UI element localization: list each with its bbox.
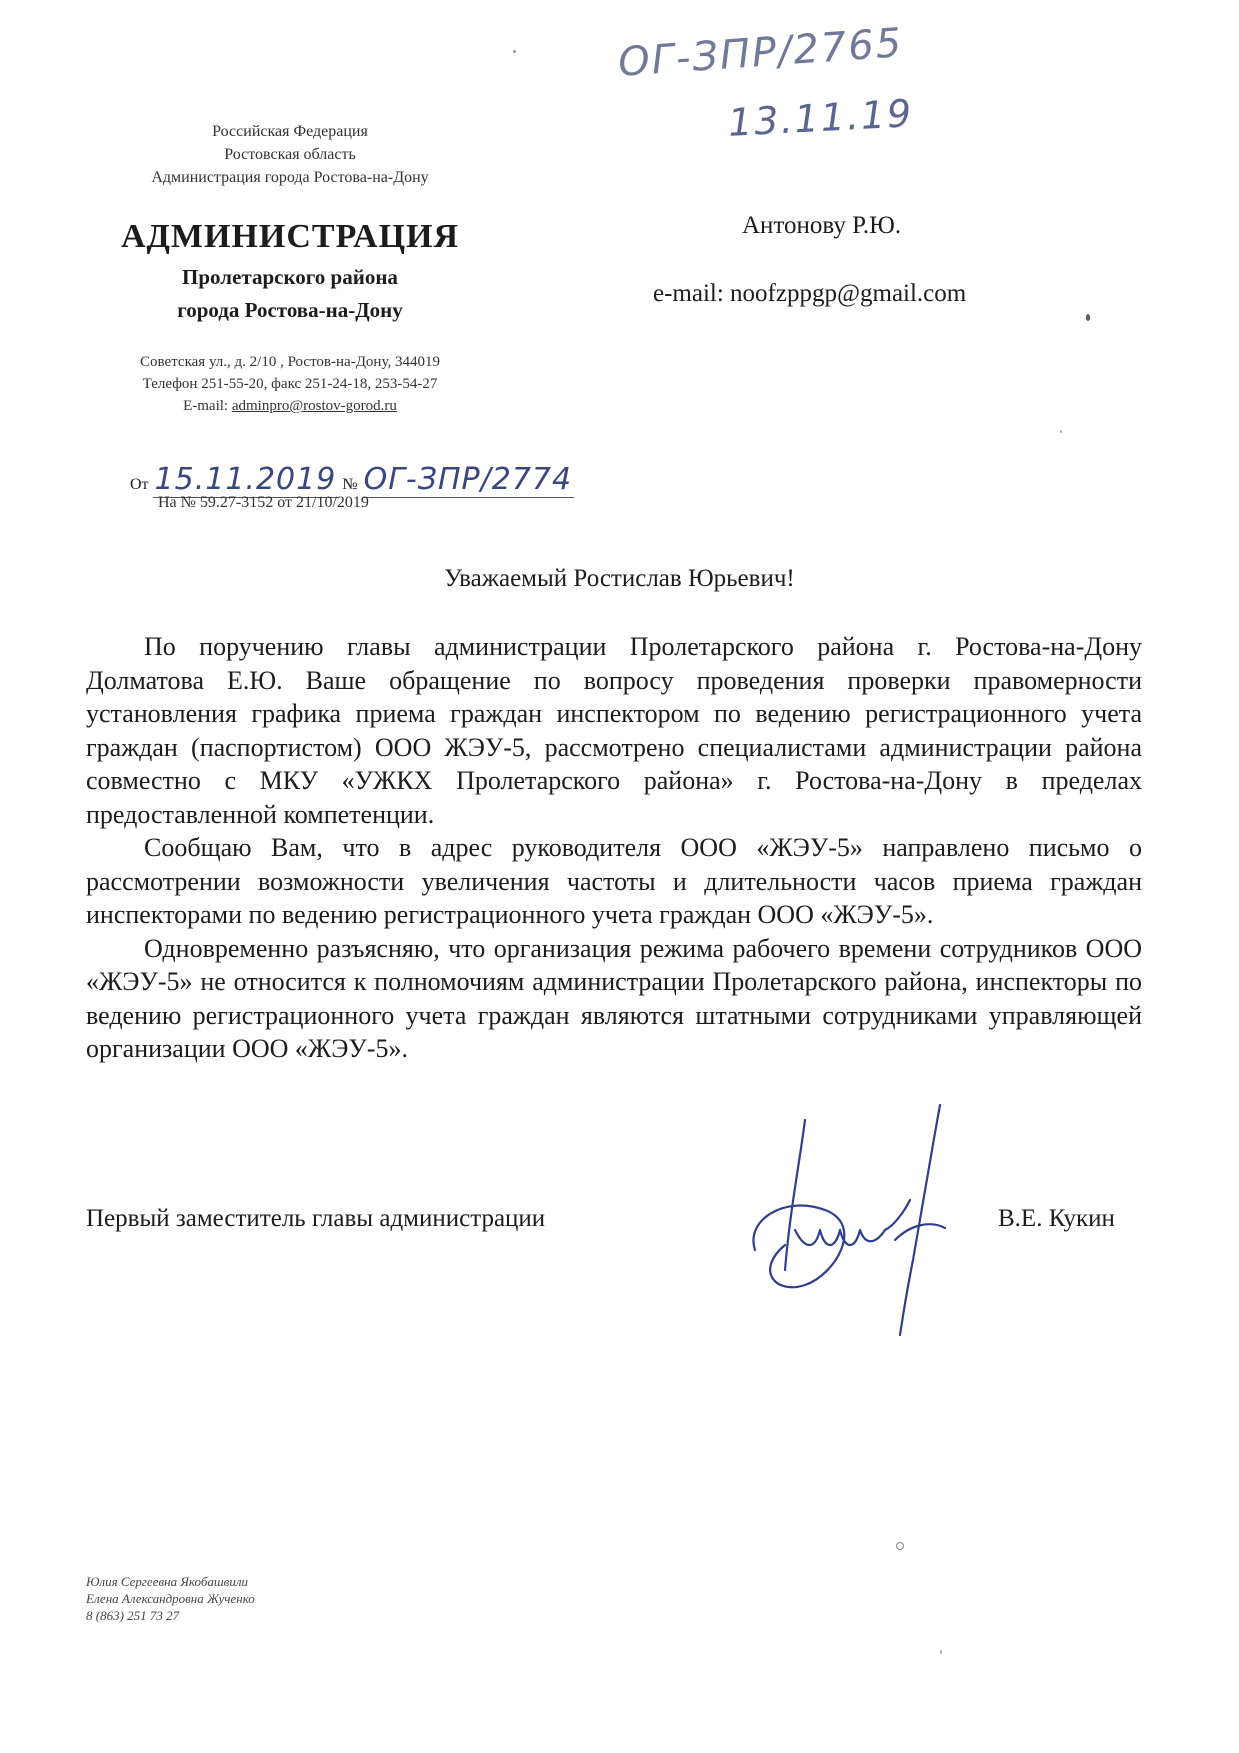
sender-email-link[interactable]: adminpro@rostov-gorod.ru [231, 398, 397, 414]
header-line-city-admin: Администрация города Ростова-на-Дону [151, 169, 429, 186]
incoming-stamp-number: ОГ-ЗПР/2765 [616, 20, 905, 86]
outgoing-date: 15.11.2019 [154, 462, 337, 497]
outgoing-registration [130, 462, 574, 497]
recipient-email: e-mail: noofzppgp@gmail.com [653, 280, 967, 307]
salutation: Уважаемый Ростислав Юрьевич! [444, 565, 795, 592]
scan-speck [940, 1650, 942, 1654]
signer-position: Первый заместитель главы администрации [86, 1205, 546, 1232]
sender-address: Советская ул., д. 2/10 , Ростов-на-Дону, 344019 [140, 354, 440, 370]
recipient-name: Антонову Р.Ю. [742, 212, 902, 239]
body-paragraph: Сообщаю Вам, что в адрес руководителя ООО «ЖЭУ-5» направлено письмо о рассмотрении возможности увеличения частоты и длительности часов приема граждан инспекторами по ведению регистрационного учета граждан ООО «ЖЭУ-5». [86, 833, 1142, 929]
sender-email-label: E-mail: [183, 398, 229, 414]
scan-speck [1086, 314, 1090, 321]
org-subtitle-district: Пролетарского района [182, 265, 398, 289]
executor-2: Елена Александровна Жученко [86, 1591, 255, 1606]
body-paragraph: Одновременно разъясняю, что организация режима рабочего времени сотрудников ООО «ЖЭУ-5» не относится к полномочиям администрации Пролетарского района, инспекторы по ведению регистрационного учета граждан являются штатными сотрудниками управляющей организации ООО «ЖЭУ-5». [86, 933, 1142, 1063]
outgoing-number: ОГ-ЗПР/2774 [363, 462, 573, 497]
reference-number: На № 59.27-3152 от 21/10/2019 [158, 494, 369, 511]
sender-phone: Телефон 251-55-20, факс 251-24-18, 253-54-27 [142, 376, 438, 392]
outgoing-from-label: От [130, 476, 149, 493]
scan-speck [513, 50, 516, 53]
body-paragraph: По поручению главы администрации Пролетарского района г. Ростова-на-Дону Долматова Е.Ю. Ваше обращение по вопросу проведения проверки правомерности установления графика приема граждан инспектором по ведению регистрационного учета граждан (паспортистом) ООО ЖЭУ-5, рассмотрено специалистами администрации района совместно с МКУ «УЖКХ Пролетарского района» г. Ростова-на-Дону в пределах предоставленной компетенции. [86, 632, 1142, 829]
incoming-stamp-date: 13.11.19 [726, 91, 915, 145]
handwritten-signature [745, 1100, 975, 1340]
scan-speck [1060, 430, 1062, 433]
org-title: АДМИНИСТРАЦИЯ [120, 218, 460, 255]
outgoing-number-label: № [342, 476, 358, 493]
executor-phone: 8 (863) 251 73 27 [86, 1608, 180, 1623]
header-line-country: Российская Федерация [212, 123, 368, 140]
sender-email-line [100, 398, 480, 415]
scan-speck [896, 1542, 904, 1550]
header-line-region: Ростовская область [224, 146, 356, 163]
signer-name: В.Е. Кукин [998, 1205, 1115, 1232]
org-subtitle-city: города Ростова-на-Дону [177, 298, 403, 322]
letter-body [86, 630, 1142, 1066]
executor-1: Юлия Сергеевна Якобашвили [86, 1574, 248, 1589]
